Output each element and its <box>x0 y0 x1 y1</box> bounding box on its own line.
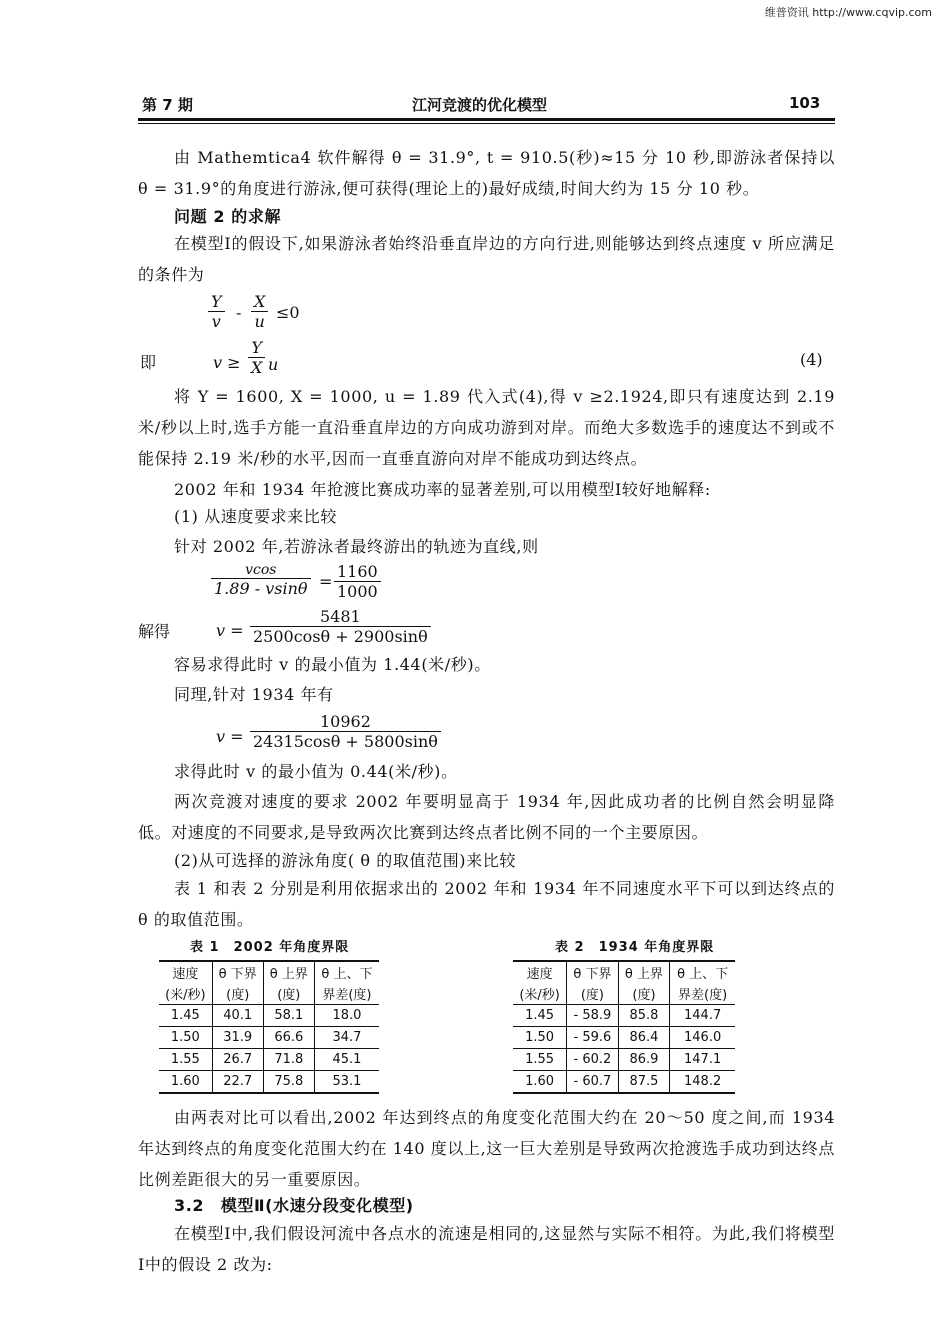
table-header-row <box>159 983 379 1005</box>
equation-label: 即 <box>140 353 157 372</box>
denominator: 1000 <box>334 581 381 601</box>
table-cell: 1.55 <box>513 1049 567 1071</box>
table-cell: θ 上界 <box>618 961 670 983</box>
equation-label: 解得 <box>138 622 171 641</box>
table-cell: 75.8 <box>263 1071 314 1094</box>
equation-fraction <box>250 607 431 646</box>
table-cell: θ 下界 <box>567 961 619 983</box>
section-heading: 3.2 模型Ⅱ(水速分段变化模型) <box>174 1196 414 1215</box>
table-cell: 18.0 <box>314 1005 379 1027</box>
numerator: 5481 <box>320 607 361 626</box>
equation-lhs: v ≥ <box>213 353 241 372</box>
table-row <box>159 1027 379 1049</box>
watermark: 维普资讯 http://www.cqvip.com <box>764 6 932 19</box>
table-cell: (度) <box>263 983 314 1005</box>
table-cell: 26.7 <box>212 1049 263 1071</box>
denominator: v <box>208 311 225 331</box>
table-cell: 147.1 <box>670 1049 735 1071</box>
table-cell: 31.9 <box>212 1027 263 1049</box>
minus-sign: - <box>236 303 242 322</box>
paragraph: 同理,针对 1934 年有 <box>174 685 334 704</box>
table-cell: 71.8 <box>263 1049 314 1071</box>
equation-lhs: v = <box>216 727 244 746</box>
table-cell: θ 上界 <box>263 961 314 983</box>
numerator: 1160 <box>337 562 378 581</box>
header-title: 江河竞渡的优化模型 <box>412 96 548 114</box>
table-cell: (米/秒) <box>159 983 212 1005</box>
table-row <box>159 1049 379 1071</box>
table-cell: 148.2 <box>670 1071 735 1094</box>
table-row <box>513 1005 735 1027</box>
table-cell: - 60.7 <box>567 1071 619 1094</box>
table-cell: 1.50 <box>159 1027 212 1049</box>
table-cell: θ 上、下 <box>670 961 735 983</box>
table-row <box>513 1027 735 1049</box>
paragraph: 针对 2002 年,若游泳者最终游出的轨迹为直线,则 <box>174 537 539 556</box>
section-heading: 问题 2 的求解 <box>174 207 282 226</box>
table-cell: 85.8 <box>618 1005 670 1027</box>
equation-fraction <box>248 338 265 377</box>
table-cell: 53.1 <box>314 1071 379 1094</box>
equation-tag: (4) <box>800 350 823 369</box>
equation-fraction <box>251 292 268 331</box>
header-page-number: 103 <box>789 94 821 112</box>
table-cell: 87.5 <box>618 1071 670 1094</box>
table-header-row <box>159 961 379 983</box>
table-row <box>159 1005 379 1027</box>
table-cell: 1.50 <box>513 1027 567 1049</box>
table-row <box>513 1071 735 1094</box>
equation-fraction <box>211 562 311 598</box>
equation-fraction <box>250 712 441 751</box>
table-cell: 146.0 <box>670 1027 735 1049</box>
data-table <box>159 960 379 1094</box>
relation: ≤0 <box>276 303 300 322</box>
paragraph: 求得此时 v 的最小值为 0.44(米/秒)。 <box>174 762 458 781</box>
numerator: Y <box>251 338 262 357</box>
table-cell: 1.60 <box>159 1071 212 1094</box>
table-cell: (米/秒) <box>513 983 567 1005</box>
paragraph: 由 Mathemtica4 软件解得 θ = 31.9°, t = 910.5(秒)≈15 分 10 秒,即游泳者保持以 θ = 31.9°的角度进行游泳,便可获得(理论上的)最好成绩,时间大约为 15 分 10 秒。 <box>138 148 835 198</box>
table-cell: 速度 <box>159 961 212 983</box>
equation-rhs: u <box>268 355 279 374</box>
equation-lhs: v = <box>216 621 244 640</box>
table-cell: 1.45 <box>159 1005 212 1027</box>
table-cell: 1.45 <box>513 1005 567 1027</box>
table-cell: 86.9 <box>618 1049 670 1071</box>
table-cell: 40.1 <box>212 1005 263 1027</box>
table-cell: 1.60 <box>513 1071 567 1094</box>
table-caption: 表 1 2002 年角度界限 <box>190 940 350 955</box>
equation-fraction <box>208 292 225 331</box>
paragraph: 由两表对比可以看出,2002 年达到终点的角度变化范围大约在 20～50 度之间,而 1934 年达到终点的角度变化范围大约在 140 度以上,这一巨大差别是导致两次抢渡选手成功到达终点比例差距很大的另一重要原因。 <box>138 1108 835 1189</box>
table-cell: 22.7 <box>212 1071 263 1094</box>
table-cell: 1.55 <box>159 1049 212 1071</box>
table-row <box>159 1071 379 1094</box>
header-rule-thin <box>138 123 835 124</box>
table-cell: 界差(度) <box>314 983 379 1005</box>
subheading: (2)从可选择的游泳角度( θ 的取值范围)来比较 <box>174 851 516 870</box>
table-cell: 66.6 <box>263 1027 314 1049</box>
data-table <box>513 960 735 1094</box>
paragraph: 表 1 和表 2 分别是利用依据求出的 2002 年和 1934 年不同速度水平下可以到达终点的 θ 的取值范围。 <box>138 879 835 929</box>
numerator: Y <box>211 292 222 311</box>
table-cell: (度) <box>618 983 670 1005</box>
equation-fraction <box>334 562 381 601</box>
paragraph: 在模型Ⅰ的假设下,如果游泳者始终沿垂直岸边的方向行进,则能够达到终点速度 v 所应满足的条件为 <box>138 234 835 284</box>
table-cell: 34.7 <box>314 1027 379 1049</box>
numerator: X <box>254 292 266 311</box>
table-cell: - 59.6 <box>567 1027 619 1049</box>
equals-sign: = <box>319 572 333 591</box>
table-cell: 速度 <box>513 961 567 983</box>
table-cell: θ 上、下 <box>314 961 379 983</box>
table-cell: - 60.2 <box>567 1049 619 1071</box>
paragraph: 两次竞渡对速度的要求 2002 年要明显高于 1934 年,因此成功者的比例自然会明显降低。对速度的不同要求,是导致两次比赛到达终点者比例不同的一个主要原因。 <box>138 792 835 842</box>
denominator: 24315cosθ + 5800sinθ <box>250 731 441 751</box>
table-cell: 144.7 <box>670 1005 735 1027</box>
denominator: 1.89 - vsinθ <box>211 578 311 598</box>
table-cell: 45.1 <box>314 1049 379 1071</box>
header-issue: 第 7 期 <box>142 96 193 114</box>
table-header-row <box>513 983 735 1005</box>
table-cell: (度) <box>567 983 619 1005</box>
subheading: (1) 从速度要求来比较 <box>174 507 337 526</box>
table-cell: 界差(度) <box>670 983 735 1005</box>
denominator: 2500cosθ + 2900sinθ <box>250 626 431 646</box>
table-cell: (度) <box>212 983 263 1005</box>
table-cell: 86.4 <box>618 1027 670 1049</box>
table-cell: 58.1 <box>263 1005 314 1027</box>
denominator: u <box>251 311 268 331</box>
table-row <box>513 1049 735 1071</box>
denominator: X <box>248 357 265 377</box>
paragraph: 在模型Ⅰ中,我们假设河流中各点水的流速是相同的,这显然与实际不相符。为此,我们将模型Ⅰ中的假设 2 改为: <box>138 1224 835 1274</box>
numerator: vcos <box>245 562 277 578</box>
numerator: 10962 <box>320 712 371 731</box>
table-header-row <box>513 961 735 983</box>
paragraph: 2002 年和 1934 年抢渡比赛成功率的显著差别,可以用模型Ⅰ较好地解释: <box>174 480 711 499</box>
table-caption: 表 2 1934 年角度界限 <box>555 940 715 955</box>
paragraph: 将 Y = 1600, X = 1000, u = 1.89 代入式(4),得 v ≥2.1924,即只有速度达到 2.19 米/秒以上时,选手方能一直沿垂直岸边的方向成功游到对岸。而绝大多数选手的速度达不到或不能保持 2.19 米/秒的水平,因而一直垂直游向对岸不能成功到达终点。 <box>138 387 835 468</box>
paragraph: 容易求得此时 v 的最小值为 1.44(米/秒)。 <box>174 655 491 674</box>
table-cell: - 58.9 <box>567 1005 619 1027</box>
table-cell: θ 下界 <box>212 961 263 983</box>
header-rule <box>138 118 835 121</box>
